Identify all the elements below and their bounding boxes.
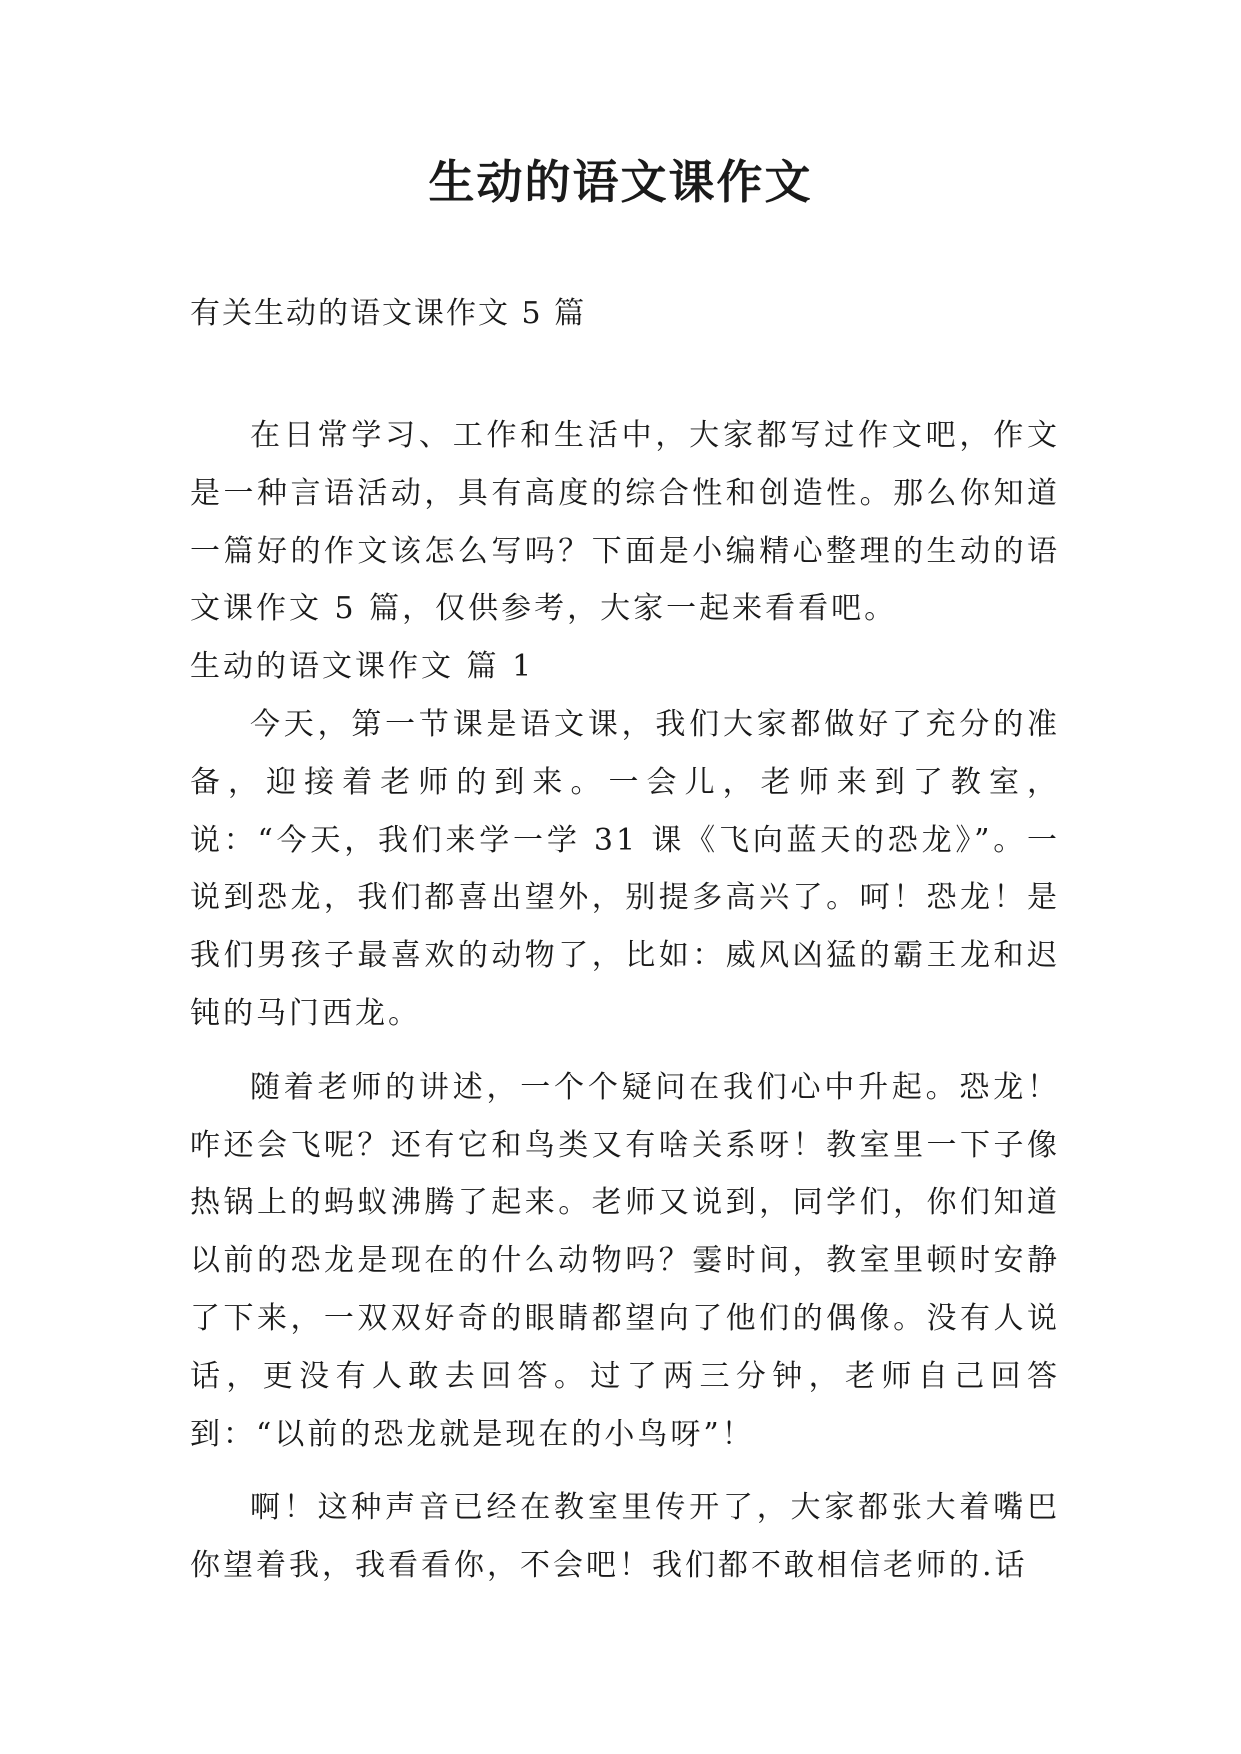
document-subtitle: 有关生动的语文课作文 5 篇 (190, 296, 587, 331)
body-paragraph-2: 随着老师的讲述，一个个疑问在我们心中升起。恐龙！咋还会飞呢？还有它和鸟类又有啥关系呀！教室里一下子像热锅上的蚂蚁沸腾了起来。老师又说到，同学们，你们知道以前的恐龙是现在的什么动物吗？霎时间，教室里顿时安静了下来，一双双好奇的眼睛都望向了他们的偶像。没有人说话，更没有人敢去回答。过了两三分钟，老师自己回答到：“以前的恐龙就是现在的小鸟呀”！ (190, 1069, 1060, 1452)
body-paragraph-3: 啊！这种声音已经在教室里传开了，大家都张大着嘴巴你望着我，我看看你，不会吧！我们都不敢相信老师的.话 (190, 1490, 1060, 1584)
document-body (190, 407, 1060, 1595)
body-paragraph-1: 今天，第一节课是语文课，我们大家都做好了充分的准备，迎接着老师的到来。一会儿，老师来到了教室，说：“今天，我们来学一学 31 课《飞向蓝天的恐龙》”。一说到恐龙，我们都喜出望外，别提多高兴了。呵！恐龙！是我们男孩子最喜欢的动物了，比如：威风凶猛的霸王龙和迟钝的马门西龙。 (190, 706, 1060, 1031)
document-title: 生动的语文课作文 (428, 155, 813, 209)
intro-paragraph: 在日常学习、工作和生活中，大家都写过作文吧，作文是一种言语活动，具有高度的综合性和创造性。那么你知道一篇好的作文该怎么写吗？下面是小编精心整理的生动的语文课作文 5 篇，仅供参考，大家一起来看看吧。 (190, 418, 1060, 627)
section-heading: 生动的语文课作文 篇 1 (190, 649, 535, 685)
